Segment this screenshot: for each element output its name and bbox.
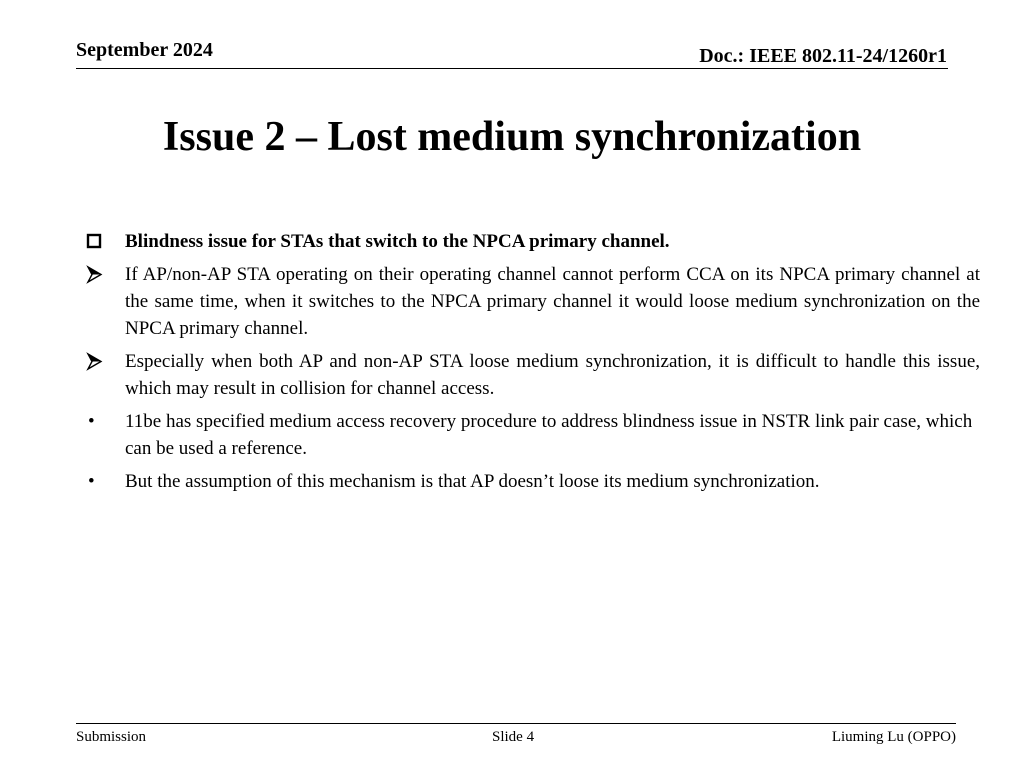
bullet-item bbox=[84, 468, 980, 495]
footer-divider bbox=[76, 723, 956, 724]
bullet-item bbox=[84, 348, 980, 402]
bullet-text: 11be has specified medium access recovery procedure to address blindness issue in NSTR link pair case, which can be used a reference. bbox=[125, 411, 973, 459]
footer-author: Liuming Lu (OPPO) bbox=[831, 729, 956, 745]
bullet-item bbox=[84, 228, 980, 255]
arrow-bullet-icon bbox=[84, 261, 110, 288]
bullet-item bbox=[84, 408, 980, 462]
bullet-text: Blindness issue for STAs that switch to the NPCA primary channel. bbox=[125, 231, 670, 252]
arrow-bullet-icon bbox=[84, 348, 110, 375]
bullet-text: But the assumption of this mechanism is that AP doesn’t loose its medium synchronization. bbox=[125, 471, 820, 492]
square-bullet-icon bbox=[84, 228, 110, 255]
dot-bullet-icon: • bbox=[88, 471, 95, 492]
bullet-text: If AP/non-AP STA operating on their operating channel cannot perform CCA on its NPCA primary channel at the same time, when it switches to the NPCA primary channel it would loose medium synchronization on the NPCA primary channel. bbox=[125, 264, 980, 339]
slide-title: Issue 2 – Lost medium synchronization bbox=[162, 114, 862, 160]
footer-slide-number: Slide 4 bbox=[492, 729, 535, 745]
header-divider bbox=[76, 68, 948, 69]
slide-body bbox=[84, 228, 980, 501]
header-doc-id: Doc.: IEEE 802.11-24/1260r1 bbox=[699, 45, 947, 67]
footer-submission: Submission bbox=[76, 729, 147, 745]
bullet-text: Especially when both AP and non-AP STA loose medium synchronization, it is difficult to handle this issue, which may result in collision for channel access. bbox=[125, 351, 980, 399]
dot-bullet-icon: • bbox=[88, 411, 95, 432]
bullet-item bbox=[84, 261, 980, 342]
header-date: September 2024 bbox=[76, 39, 213, 61]
